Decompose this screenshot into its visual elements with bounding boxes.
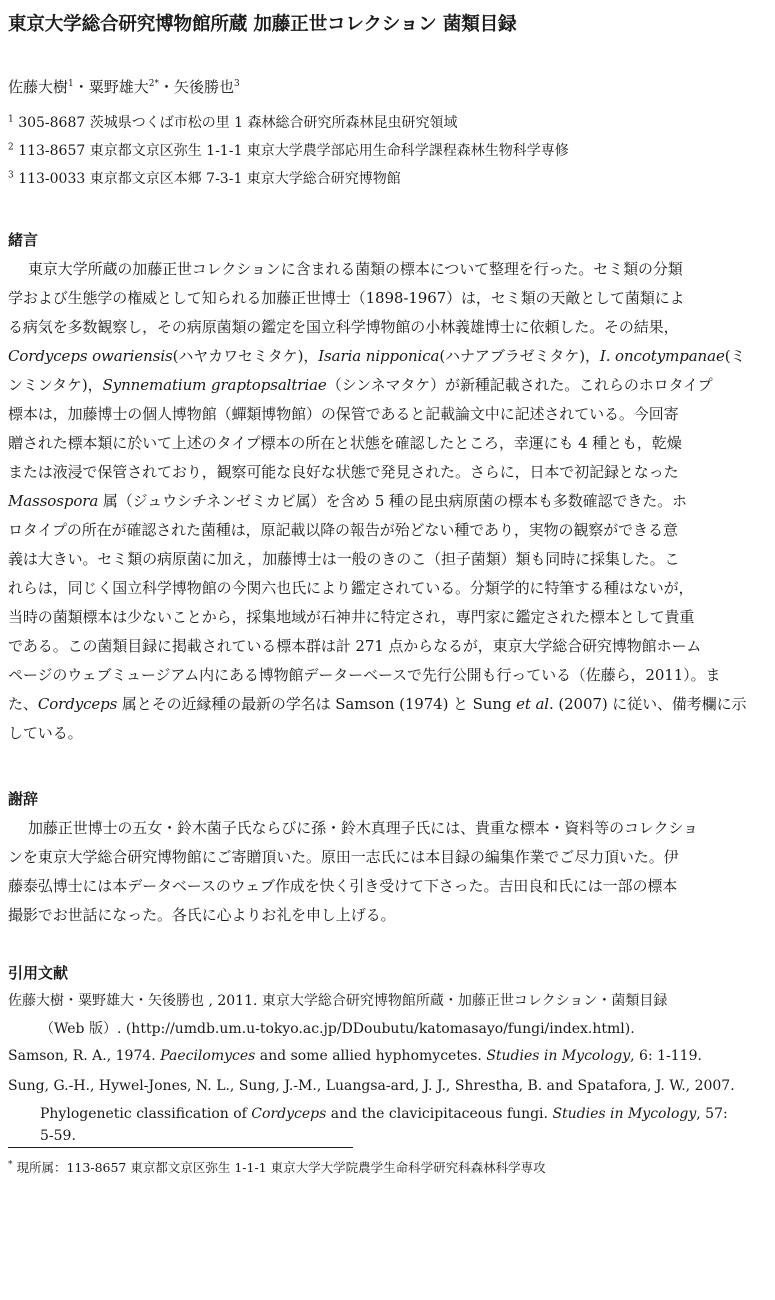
reference-entry-cont: Phylogenetic classification of Cordyceps and the clavicipitaceous fungi. Studies in Mycology, 57:	[40, 1106, 728, 1122]
text-line: る病気を多数観察し，その病原菌類の鑑定を国立科学博物館の小林義雄博士に依頼した。その結果，	[8, 318, 679, 336]
species-name: I. oncotympanae	[599, 347, 725, 365]
affiliation	[8, 140, 569, 160]
text-line: ページのウェブミュージアム内にある博物館データーベースで先行公開も行っている（佐藤ら，2011）。ま	[8, 666, 721, 684]
footnote-mark: *	[8, 1159, 13, 1170]
text-line: Massospora 属（ジュウシチネンゼミカビ属）を含め 5 種の昆虫病原菌の標本も多数確認できた。ホ	[8, 492, 687, 510]
reference-entry-cont: （Web 版）. (http://umdb.um.u-tokyo.ac.jp/DDoubutu/katomasayo/fungi/index.html).	[40, 1021, 635, 1037]
footnote-text: 現所属：113-8657 東京都文京区弥生 1-1-1 東京大学大学院農学生命科学研究科森林科学専攻	[16, 1160, 546, 1175]
species-name: Isaria nipponica	[318, 347, 440, 365]
reference-entry: Samson, R. A., 1974. Paecilomyces and some allied hyphomycetes. Studies in Mycology, 6: 1-119.	[8, 1048, 702, 1064]
text-line: ロタイプの所在が確認された菌種は，原記載以降の報告が殆どない種であり，実物の観察ができる意	[8, 521, 678, 539]
affiliation	[8, 112, 458, 132]
page-title: 東京大学総合研究博物館所蔵 加藤正世コレクション 菌類目録	[8, 14, 517, 35]
text-line: ンを東京大学総合研究博物館にご寄贈頂いた。原田一志氏には本目録の編集作業でご尽力頂いた。伊	[8, 848, 679, 866]
et-al: et al	[516, 695, 549, 713]
text-line: Cordyceps owariensis(ハヤカワセミタケ)，Isaria nipponica(ハナアブラゼミタケ)，I. oncotympanae(ミ	[8, 347, 746, 365]
text-line: 当時の菌類標本は少ないことから，採集地域が石神井に特定され，専門家に鑑定された標本として貴重	[8, 608, 695, 626]
affiliation-text: 113-8657 東京都文京区弥生 1-1-1 東京大学農学部応用生命科学課程森林生物科学専修	[18, 143, 569, 159]
text-line: である。この菌類目録に掲載されている標本群は計 271 点からなるが，東京大学総合研究博物館ホーム	[8, 637, 702, 655]
species-name: Cordyceps owariensis	[8, 347, 173, 365]
text-line: 東京大学所蔵の加藤正世コレクションに含まれる菌類の標本について整理を行った。セミ類の分類	[28, 260, 683, 278]
author-list	[8, 76, 240, 97]
genus-name: Massospora	[8, 492, 99, 510]
text-line: 贈された標本類に於いて上述のタイプ標本の所在と状態を確認したところ，幸運にも 4 種とも，乾燥	[8, 434, 682, 452]
text-line: または液浸で保管されており，観察可能な良好な状態で発見された。さらに，日本で初記録となった	[8, 463, 679, 481]
author-separator: ・	[159, 78, 175, 96]
reference-entry: 佐藤大樹・粟野雄大・矢後勝也 , 2011. 東京大学総合研究博物館所蔵・加藤正世コレクション・菌類目録	[8, 993, 668, 1009]
affiliation-text: 305-8687 茨城県つくば市松の里 1 森林総合研究所森林昆虫研究領域	[18, 115, 458, 131]
author-affil-mark: 2*	[148, 79, 160, 89]
affiliation-mark: 3	[8, 170, 14, 181]
author-name: 佐藤大樹	[8, 78, 69, 96]
author-affil-mark: 3	[234, 79, 240, 89]
text-line: ンミンタケ)，Synnematium graptopsaltriae（シンネマタケ）が新種記載された。これらのホロタイプ	[8, 376, 713, 394]
section-heading-intro: 緒言	[8, 231, 39, 249]
text-line: 加藤正世博士の五女・鈴木菌子氏ならびに孫・鈴木真理子氏には、貴重な標本・資料等のコレクショ	[28, 819, 698, 837]
text-line: 撮影でお世話になった。各氏に心よりお礼を申し上げる。	[8, 906, 396, 924]
footnote-rule	[8, 1147, 353, 1148]
reference-entry: Sung, G.-H., Hywel-Jones, N. L., Sung, J.-M., Luangsa-ard, J. J., Shrestha, B. and Spatafora, J. W., 2007.	[8, 1078, 735, 1094]
author-affil-mark: 1	[68, 79, 74, 89]
text-line: れらは，同じく国立科学博物館の今関六也氏により鑑定されている。分類学的に特筆する種はないが，	[8, 579, 694, 597]
affiliation-text: 113-0033 東京都文京区本郷 7-3-1 東京大学総合研究博物館	[18, 171, 401, 187]
text-line: 学および生態学の権威として知られる加藤正世博士（1898-1967）は，セミ類の天敵として菌類によ	[8, 289, 685, 307]
footnote	[8, 1158, 546, 1176]
affiliation	[8, 168, 401, 188]
text-line: 藤泰弘博士には本データベースのウェブ作成を快く引き受けて下さった。吉田良和氏には一部の標本	[8, 877, 678, 895]
text-line: している。	[8, 724, 83, 742]
author-name: 粟野雄大	[88, 78, 149, 96]
section-heading-ack: 謝辞	[8, 790, 39, 808]
genus-name: Cordyceps	[37, 695, 118, 713]
affiliation-mark: 1	[8, 114, 14, 125]
author-name: 矢後勝也	[174, 78, 235, 96]
author-separator: ・	[73, 78, 89, 96]
reference-entry-cont: 5-59.	[40, 1128, 76, 1144]
text-line: 標本は，加藤博士の個人博物館（蟬類博物館）の保管であると記載論文中に記述されている。今回寄	[8, 405, 679, 423]
affiliation-mark: 2	[8, 142, 14, 153]
text-line: 義は大きい。セミ類の病原菌に加え，加藤博士は一般のきのこ（担子菌類）類も同時に採集した。こ	[8, 550, 680, 568]
species-name: Synnematium graptopsaltriae	[102, 376, 327, 394]
text-line: た、Cordyceps 属とその近縁種の最新の学名は Samson (1974) と Sung et al. (2007) に従い、備考欄に示	[8, 695, 747, 713]
section-heading-refs: 引用文献	[8, 964, 69, 982]
